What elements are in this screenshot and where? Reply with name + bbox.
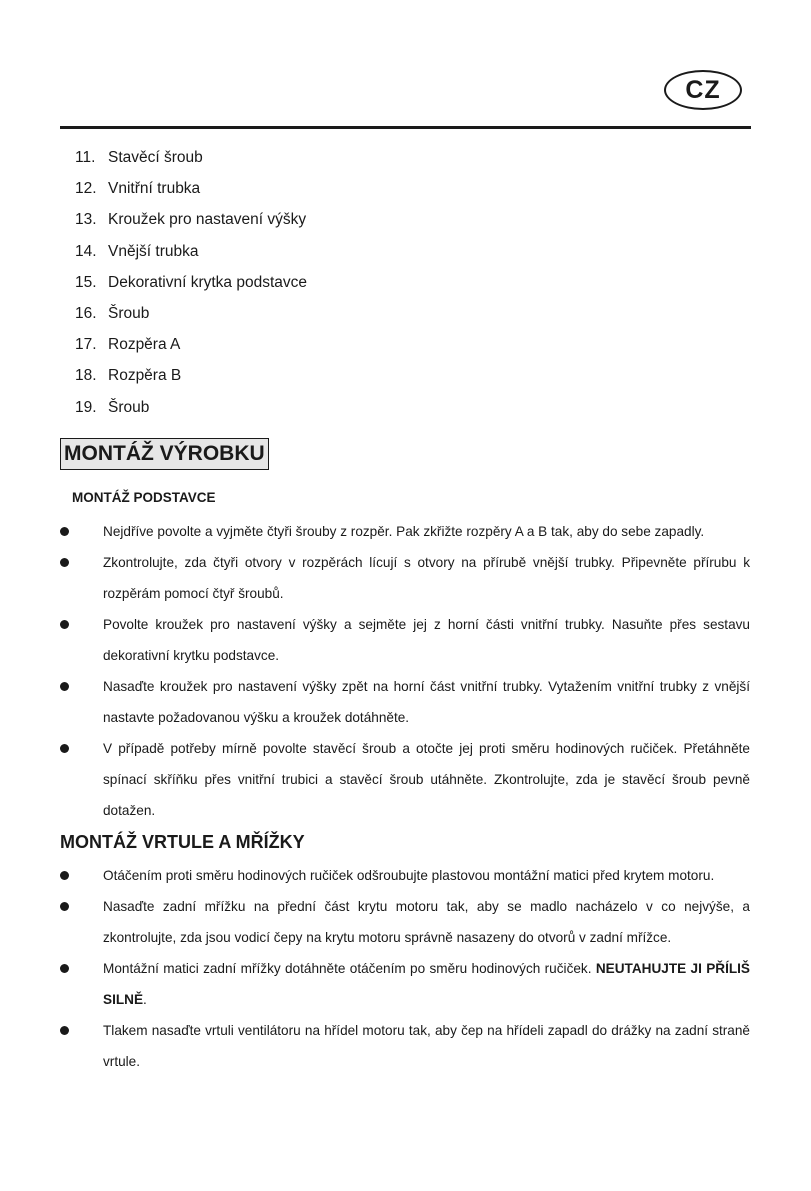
part-label: Rozpěra B	[108, 367, 182, 385]
part-number: 14.	[75, 242, 97, 260]
stand-heading: MONTÁŽ PODSTAVCE	[72, 490, 216, 505]
list-item	[60, 860, 750, 891]
bullet-icon	[60, 744, 69, 753]
list-item	[60, 516, 750, 547]
bullet-icon	[60, 682, 69, 691]
part-label: Vnitřní trubka	[108, 180, 201, 198]
instruction-text: Tlakem nasaďte vrtuli ventilátoru na hřídel motoru tak, aby čep na hřídeli zapadl do drážky na zadní straně vrtule.	[103, 1023, 750, 1069]
list-item	[60, 1015, 750, 1077]
stand-instructions	[60, 516, 750, 826]
list-item	[60, 733, 750, 826]
bullet-icon	[60, 620, 69, 629]
part-number: 19.	[75, 398, 97, 416]
instruction-text: Montážní matici zadní mřížky dotáhněte otáčením po směru hodinových ručiček.	[103, 961, 592, 976]
list-item	[60, 671, 750, 733]
part-number: 15.	[75, 273, 97, 291]
list-item	[75, 145, 307, 176]
fan-heading: MONTÁŽ VRTULE A MŘÍŽKY	[60, 832, 305, 852]
list-item	[75, 395, 307, 426]
part-number: 18.	[75, 367, 97, 385]
list-item: Montážní matici zadní mřížky dotáhněte otáčením po směru hodinových ručiček. NEUTAHUJTE JI PŘÍLIŠ SILNĚ.	[60, 953, 750, 1015]
instruction-text: Nasaďte kroužek pro nastavení výšky zpět na horní část vnitřní trubky. Vytažením vnitřní trubky z vnější nastavte požadovanou výšku a kroužek dotáhněte.	[103, 679, 750, 725]
part-number: 11.	[75, 149, 96, 166]
list-item	[60, 547, 750, 609]
part-label: Kroužek pro nastavení výšky	[108, 211, 307, 229]
warning-text: NEUTAHUJTE JI PŘÍLIŠ SILNĚ	[103, 961, 750, 1007]
instruction-text: V případě potřeby mírně povolte stavěcí šroub a otočte jej proti směru hodinových ručiček. Přetáhněte spínací skříňku přes vnitřní trubici a stavěcí šroub utáhněte. Zkontrolujte, zda je stavěcí šroub pevně dotažen.	[103, 741, 750, 818]
part-label: Dekorativní krytka podstavce	[108, 273, 308, 291]
instruction-text: Otáčením proti směru hodinových ručiček odšroubujte plastovou montážní matici před krytem motoru.	[103, 868, 715, 883]
list-item	[75, 363, 307, 394]
list-item	[60, 609, 750, 671]
bullet-icon	[60, 964, 69, 973]
instruction-text: Povolte kroužek pro nastavení výšky a sejměte jej z horní části vnitřní trubky. Nasuňte přes sestavu dekorativní krytku podstavce.	[103, 617, 750, 663]
part-label: Rozpěra A	[108, 336, 181, 354]
list-item	[75, 207, 307, 238]
part-label: Šroub	[108, 304, 150, 322]
instruction-text: Zkontrolujte, zda čtyři otvory v rozpěrách lícují s otvory na přírubě vnější trubky. Připevněte přírubu k rozpěrám pomocí čtyř šroubů.	[103, 555, 750, 601]
section-title: MONTÁŽ VÝROBKU	[60, 438, 269, 470]
bullet-icon	[60, 527, 69, 536]
part-label: Vnější trubka	[108, 242, 199, 260]
list-item	[75, 332, 307, 363]
bullet-icon	[60, 558, 69, 567]
list-item	[75, 301, 307, 332]
list-item	[60, 891, 750, 953]
part-number: 17.	[75, 336, 97, 354]
instruction-text: Nejdříve povolte a vyjměte čtyři šrouby z rozpěr. Pak zkřižte rozpěry A a B tak, aby do sebe zapadly.	[103, 524, 705, 539]
bullet-icon	[60, 902, 69, 911]
instruction-text: Nasaďte zadní mřížku na přední část krytu motoru tak, aby se madlo nacházelo v co nejvýše, a zkontrolujte, zda jsou vodicí čepy na krytu motoru správně nasazeny do otvorů v zadní mřížce.	[103, 899, 750, 945]
part-label: Šroub	[108, 398, 150, 416]
bullet-icon	[60, 871, 69, 880]
part-number: 13.	[75, 211, 97, 229]
language-badge: CZ	[664, 70, 742, 110]
part-label: Stavěcí šroub	[108, 149, 203, 166]
part-number: 16.	[75, 304, 97, 322]
list-item	[75, 239, 307, 270]
bullet-icon	[60, 1026, 69, 1035]
header-rule	[60, 126, 751, 129]
list-item	[75, 176, 307, 207]
list-item	[75, 270, 307, 301]
fan-instructions	[60, 860, 750, 1077]
parts-list	[75, 145, 307, 426]
part-number: 12.	[75, 180, 97, 198]
